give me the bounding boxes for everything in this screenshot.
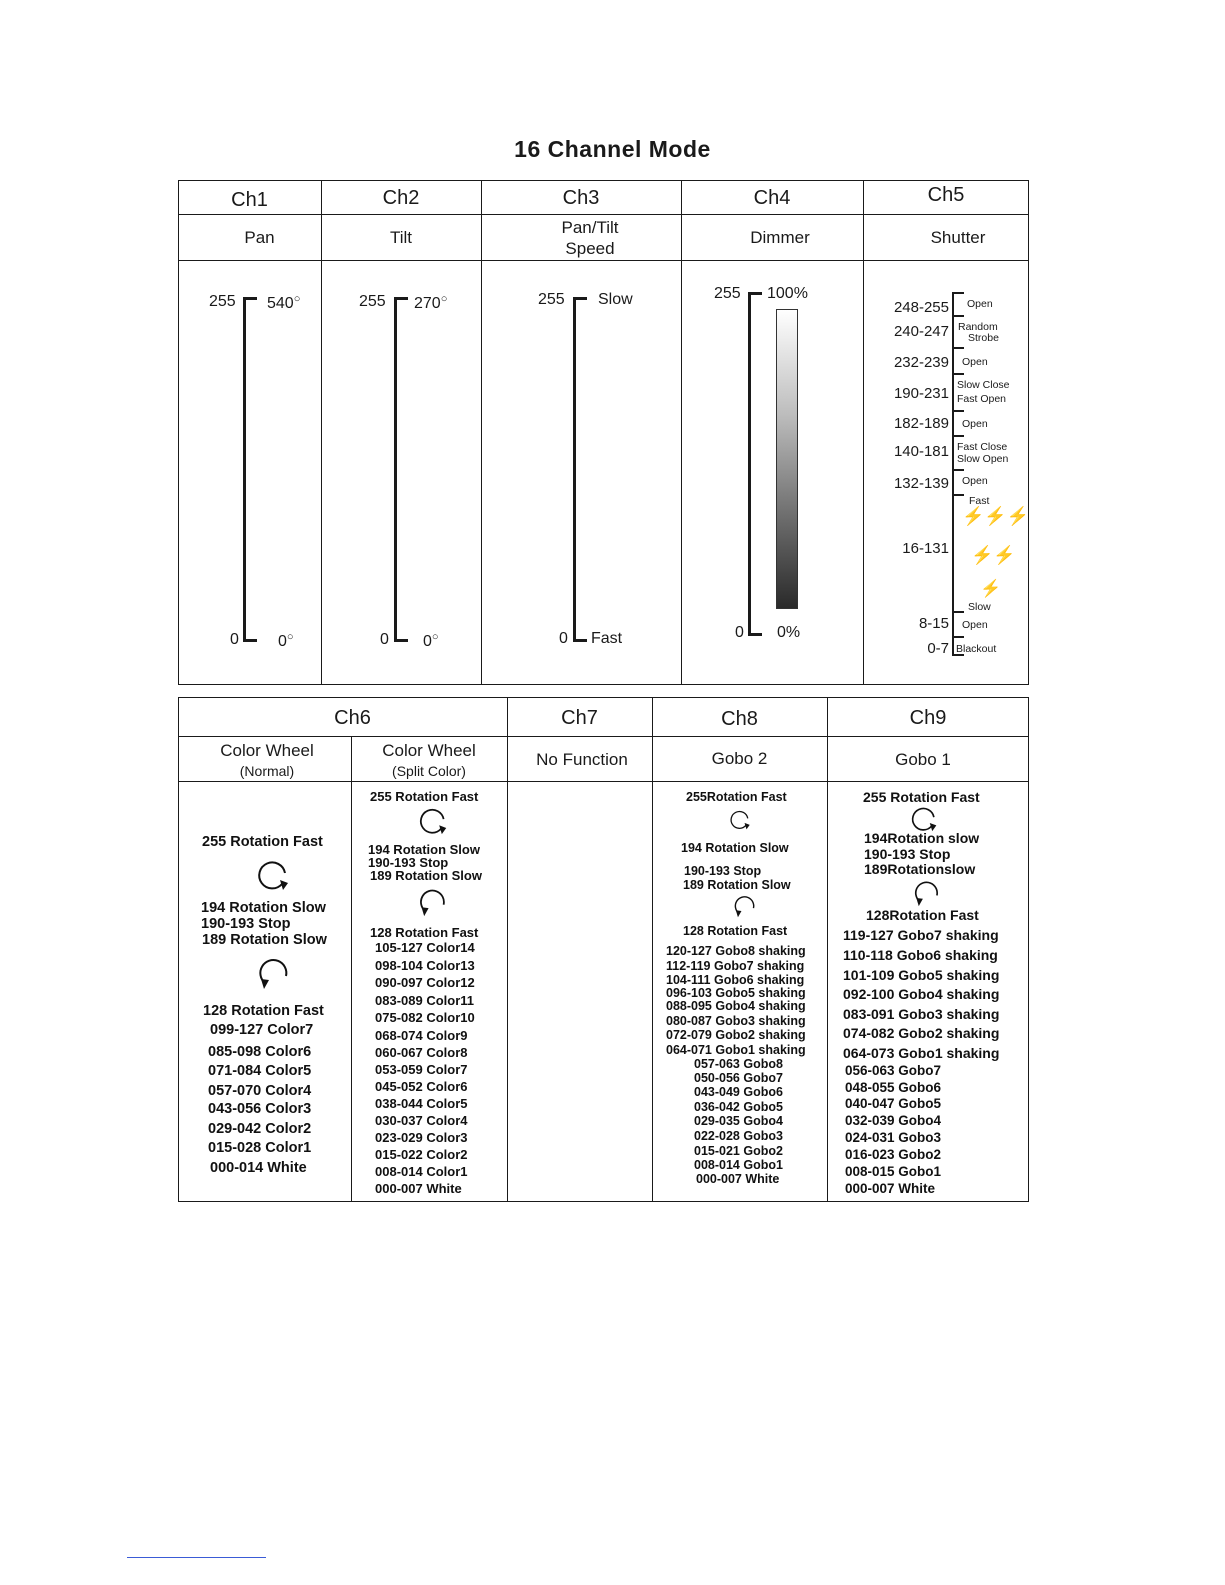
col-divider bbox=[321, 180, 322, 685]
rotation-cw-icon bbox=[418, 805, 448, 835]
tilt-scale-bar bbox=[394, 297, 397, 642]
pan-bottom-value: 0 bbox=[230, 631, 239, 648]
shutter-tick bbox=[952, 347, 964, 349]
shutter-range: 140-181 bbox=[893, 443, 949, 460]
ch7-header: Ch7 bbox=[561, 707, 598, 729]
gobo-list-item: 029-035 Gobo4 bbox=[694, 1114, 783, 1128]
shutter-tick bbox=[952, 292, 964, 294]
pan-bottom-label: 0○ bbox=[278, 631, 294, 650]
gobo-shaking-item: 101-109 Gobo5 shaking bbox=[843, 967, 1000, 983]
color-list-item: 015-028 Color1 bbox=[208, 1140, 312, 1156]
gobo-shaking-item: 072-079 Gobo2 shaking bbox=[666, 1028, 806, 1042]
gobo-list-item: 000-007 White bbox=[696, 1172, 780, 1186]
shutter-range: 248-255 bbox=[893, 299, 949, 316]
color-list-item: 090-097 Color12 bbox=[375, 975, 475, 990]
color-wheel-label: Color Wheel bbox=[220, 741, 314, 760]
ch5-header: Ch5 bbox=[927, 184, 965, 206]
shutter-range: 182-189 bbox=[893, 415, 949, 432]
shutter-range: 190-231 bbox=[893, 385, 949, 402]
dimmer-bottom-value: 0 bbox=[735, 624, 744, 641]
rotation-fast-label: 128 Rotation Fast bbox=[683, 924, 788, 938]
rotation-ccw-icon bbox=[257, 956, 291, 990]
shutter-tick bbox=[952, 611, 964, 613]
gobo-list-item: 008-014 Gobo1 bbox=[694, 1158, 783, 1172]
rotation-fast-label: 128Rotation Fast bbox=[866, 907, 979, 923]
gobo-shaking-item: 064-071 Gobo1 shaking bbox=[666, 1043, 806, 1057]
stop-label: 190-193 Stop bbox=[201, 916, 291, 932]
gobo-shaking-item: 110-118 Gobo6 shaking bbox=[843, 947, 998, 963]
color-list-item: 085-098 Color6 bbox=[208, 1044, 312, 1060]
dimmer-top-label: 100% bbox=[767, 285, 808, 302]
gobo-shaking-item: 080-087 Gobo3 shaking bbox=[666, 1014, 806, 1028]
ch4-name: Dimmer bbox=[750, 228, 810, 247]
gobo-list-item: 024-031 Gobo3 bbox=[845, 1130, 942, 1145]
rotation-cw-icon bbox=[729, 808, 751, 830]
shutter-text: Random bbox=[958, 321, 998, 333]
color-list-item: 015-022 Color2 bbox=[375, 1147, 468, 1162]
color-wheel-sublabel: (Normal) bbox=[239, 763, 295, 779]
col-divider bbox=[652, 697, 653, 1202]
shutter-text: Slow Close bbox=[957, 379, 1010, 391]
col-divider bbox=[863, 180, 864, 685]
shutter-tick bbox=[952, 636, 964, 638]
ch2-name: Tilt bbox=[389, 228, 413, 247]
shutter-tick bbox=[952, 494, 964, 496]
degree-symbol: ○ bbox=[293, 293, 301, 305]
degree-symbol: ○ bbox=[440, 293, 448, 305]
gobo-shaking-item: 088-095 Gobo4 shaking bbox=[666, 999, 806, 1013]
color-list-item: 105-127 Color14 bbox=[375, 940, 475, 955]
degree-symbol: ○ bbox=[286, 631, 294, 643]
color-list-item: 008-014 Color1 bbox=[375, 1164, 468, 1179]
col-divider bbox=[507, 697, 508, 1202]
rotation-fast-label: 255Rotation Fast bbox=[686, 790, 787, 804]
color-list-item: 083-089 Color11 bbox=[375, 993, 475, 1008]
ch3-name-line2: Speed bbox=[565, 239, 615, 258]
shutter-range: 232-239 bbox=[893, 354, 949, 371]
gobo-shaking-item: 074-082 Gobo2 shaking bbox=[843, 1025, 1000, 1041]
speed-scale-bar bbox=[573, 297, 576, 642]
shutter-text: Open bbox=[962, 475, 988, 487]
degree-symbol: ○ bbox=[431, 631, 439, 643]
speed-scale-top-tick bbox=[573, 297, 587, 300]
color-list-item: 000-007 White bbox=[375, 1181, 462, 1196]
rotation-slow-label: 194 Rotation Slow bbox=[201, 900, 326, 916]
shutter-tick bbox=[952, 410, 964, 412]
strobe-slow-icon: ⚡ bbox=[980, 579, 1002, 598]
rotation-fast-label: 255 Rotation Fast bbox=[370, 789, 479, 804]
shutter-text: Open bbox=[967, 298, 993, 310]
shutter-text: Fast Close bbox=[957, 441, 1008, 453]
color-wheel-sublabel: (Split Color) bbox=[392, 763, 466, 779]
stop-label: 190-193 Stop bbox=[684, 864, 762, 878]
rotation-fast-label: 255 Rotation Fast bbox=[202, 834, 323, 850]
shutter-tick bbox=[952, 469, 964, 471]
rotation-slow-label: 189 Rotation Slow bbox=[202, 932, 327, 948]
ch9-header: Ch9 bbox=[909, 707, 947, 729]
gobo-list-item: 050-056 Gobo7 bbox=[694, 1071, 783, 1085]
speed-top-label: Slow bbox=[598, 291, 633, 308]
gobo-shaking-item: 092-100 Gobo4 shaking bbox=[843, 986, 1000, 1002]
shutter-range: 132-139 bbox=[893, 475, 949, 492]
color-wheel-label: Color Wheel bbox=[382, 741, 476, 760]
shutter-range: 240-247 bbox=[893, 323, 949, 340]
gobo-list-item: 057-063 Gobo8 bbox=[694, 1057, 783, 1071]
color-list-item: 098-104 Color13 bbox=[375, 958, 475, 973]
rotation-fast-label: 128 Rotation Fast bbox=[370, 925, 479, 940]
tilt-scale-top-tick bbox=[394, 297, 408, 300]
color-list-item: 075-082 Color10 bbox=[375, 1010, 475, 1025]
pan-scale-top-tick bbox=[243, 297, 257, 300]
rotation-slow-label: 189 Rotation Slow bbox=[370, 868, 482, 883]
tilt-scale-bottom-tick bbox=[394, 639, 408, 642]
rotation-slow-label: 194 Rotation Slow bbox=[368, 842, 480, 857]
shutter-tick bbox=[952, 435, 964, 437]
color-list-item: 023-029 Color3 bbox=[375, 1130, 468, 1145]
ch8-header: Ch8 bbox=[721, 708, 758, 730]
stop-label: 190-193 Stop bbox=[864, 846, 951, 862]
dimmer-scale-top-tick bbox=[748, 292, 762, 295]
color-list-item: 029-042 Color2 bbox=[208, 1121, 312, 1137]
rotation-slow-label: 194Rotation slow bbox=[864, 830, 980, 846]
strobe-fast-icon: ⚡⚡⚡ bbox=[962, 506, 1030, 526]
shutter-range: 8-15 bbox=[918, 615, 949, 632]
pan-top-label: 540○ bbox=[267, 293, 301, 312]
gobo-list-item: 040-047 Gobo5 bbox=[845, 1096, 942, 1111]
gobo-list-item: 043-049 Gobo6 bbox=[694, 1085, 783, 1099]
dimmer-scale-bottom-tick bbox=[748, 633, 762, 636]
shutter-text: Slow bbox=[968, 601, 991, 613]
shutter-range: 0-7 bbox=[927, 640, 949, 657]
page-title: 16 Channel Mode bbox=[514, 136, 711, 162]
color-list-item: 043-056 Color3 bbox=[208, 1101, 312, 1117]
rotation-cw-icon bbox=[910, 804, 938, 832]
ch1-name: Pan bbox=[244, 228, 275, 247]
ch6-split-name bbox=[351, 741, 507, 781]
stop-label: 190-193 Stop bbox=[368, 855, 449, 870]
gobo-shaking-item: 119-127 Gobo7 shaking bbox=[843, 927, 999, 943]
color-list-item: 099-127 Color7 bbox=[210, 1022, 314, 1038]
gobo-shaking-item: 096-103 Gobo5 shaking bbox=[666, 986, 806, 1000]
rotation-slow-label: 189 Rotation Slow bbox=[683, 878, 791, 892]
name-divider bbox=[178, 260, 1029, 261]
shutter-text: Open bbox=[962, 418, 988, 430]
header-divider bbox=[178, 736, 1029, 737]
header-divider bbox=[178, 214, 1029, 215]
rotation-ccw-icon bbox=[733, 894, 757, 918]
ch3-name-line1: Pan/Tilt bbox=[561, 218, 619, 237]
strobe-medium-icon: ⚡⚡ bbox=[971, 545, 1016, 565]
rotation-fast-label: 255 Rotation Fast bbox=[863, 789, 980, 805]
color-list-item: 057-070 Color4 bbox=[208, 1083, 312, 1099]
shutter-text: Fast Open bbox=[957, 393, 1007, 405]
speed-bottom-label: Fast bbox=[591, 630, 623, 647]
ch8-name: Gobo 2 bbox=[711, 749, 768, 768]
rotation-ccw-icon bbox=[913, 879, 941, 907]
tilt-top-label: 270○ bbox=[414, 293, 448, 312]
speed-scale-bottom-tick bbox=[573, 639, 587, 642]
shutter-text: Fast bbox=[969, 495, 990, 507]
gobo-list-item: 036-042 Gobo5 bbox=[694, 1100, 783, 1114]
ch6-header: Ch6 bbox=[334, 707, 371, 729]
shutter-tick bbox=[952, 373, 964, 375]
col-divider bbox=[351, 736, 352, 1202]
ch1-header: Ch1 bbox=[231, 189, 268, 211]
shutter-text: Open bbox=[962, 619, 988, 631]
ch3-header: Ch3 bbox=[562, 187, 600, 209]
footer-underline bbox=[127, 1557, 266, 1558]
speed-top-value: 255 bbox=[538, 291, 565, 308]
gobo-list-item: 000-007 White bbox=[845, 1181, 936, 1196]
pan-top-value: 255 bbox=[209, 293, 236, 310]
shutter-tick bbox=[952, 315, 964, 317]
gobo-shaking-item: 120-127 Gobo8 shaking bbox=[666, 944, 806, 958]
gobo-list-item: 048-055 Gobo6 bbox=[845, 1080, 942, 1095]
ch7-name: No Function bbox=[536, 750, 628, 769]
color-list-item: 071-084 Color5 bbox=[208, 1063, 312, 1079]
ch2-header: Ch2 bbox=[382, 187, 420, 209]
shutter-text: Blackout bbox=[956, 643, 997, 655]
color-list-item: 060-067 Color8 bbox=[375, 1045, 468, 1060]
dimmer-gradient-bar bbox=[776, 309, 798, 609]
gobo-list-item: 056-063 Gobo7 bbox=[845, 1063, 942, 1078]
shutter-range: 16-131 bbox=[902, 540, 949, 557]
name-divider bbox=[178, 781, 1029, 782]
gobo-list-item: 032-039 Gobo4 bbox=[845, 1113, 942, 1128]
shutter-text: Open bbox=[962, 356, 988, 368]
tilt-bottom-label: 0○ bbox=[423, 631, 439, 650]
gobo-list-item: 015-021 Gobo2 bbox=[694, 1144, 783, 1158]
color-list-item: 000-014 White bbox=[210, 1160, 307, 1176]
color-list-item: 030-037 Color4 bbox=[375, 1113, 468, 1128]
gobo-list-item: 022-028 Gobo3 bbox=[694, 1129, 783, 1143]
ch6-normal-name bbox=[178, 741, 356, 781]
speed-bottom-value: 0 bbox=[559, 630, 568, 647]
col-divider bbox=[827, 697, 828, 1202]
gobo-shaking-item: 104-111 Gobo6 shaking bbox=[666, 973, 805, 987]
ch9-name: Gobo 1 bbox=[895, 750, 951, 769]
rotation-fast-label: 128 Rotation Fast bbox=[203, 1003, 324, 1019]
rotation-cw-icon bbox=[256, 857, 290, 891]
tilt-top-value: 255 bbox=[359, 293, 386, 310]
color-list-item: 068-074 Color9 bbox=[375, 1028, 468, 1043]
dimmer-scale-bar bbox=[748, 292, 751, 636]
pan-scale-bar bbox=[243, 297, 246, 642]
gobo-shaking-item: 064-073 Gobo1 shaking bbox=[843, 1045, 1000, 1061]
color-list-item: 038-044 Color5 bbox=[375, 1096, 468, 1111]
gobo-shaking-item: 112-119 Gobo7 shaking bbox=[666, 959, 805, 973]
rotation-slow-label: 194 Rotation Slow bbox=[681, 841, 789, 855]
gobo-list-item: 016-023 Gobo2 bbox=[845, 1147, 942, 1162]
tilt-bottom-value: 0 bbox=[380, 631, 389, 648]
dimmer-top-value: 255 bbox=[714, 285, 741, 302]
ch4-header: Ch4 bbox=[753, 187, 791, 209]
color-list-item: 053-059 Color7 bbox=[375, 1062, 468, 1077]
rotation-slow-label: 189Rotationslow bbox=[864, 861, 976, 877]
rotation-ccw-icon bbox=[418, 887, 448, 917]
color-list-item: 045-052 Color6 bbox=[375, 1079, 468, 1094]
gobo-shaking-item: 083-091 Gobo3 shaking bbox=[843, 1006, 1000, 1022]
shutter-text: Slow Open bbox=[957, 453, 1009, 465]
gobo-list-item: 008-015 Gobo1 bbox=[845, 1164, 942, 1179]
ch5-name: Shutter bbox=[930, 228, 986, 247]
shutter-text: Strobe bbox=[968, 332, 999, 344]
dimmer-bottom-label: 0% bbox=[777, 624, 801, 641]
pan-scale-bottom-tick bbox=[243, 639, 257, 642]
